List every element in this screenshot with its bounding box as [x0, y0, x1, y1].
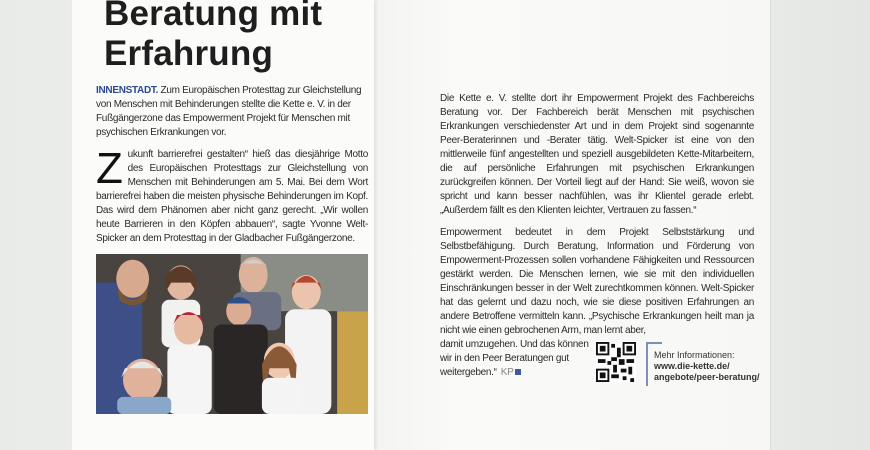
- end-mark-icon: [515, 369, 521, 375]
- left-column: [96, 84, 368, 414]
- article-body-4: [440, 338, 590, 380]
- article-body-2: Die Kette e. V. stellte dort ihr Empowerment Projekt des Fachbereichs Beratung vor. Der Fachbereich berät Menschen mit psychischen Erkrankungen verschiedenster Art und in dem Projekt sind sogenannte Peer-Beraterinnen und -Berater tätig. Welt-Spicker ist eine von den mittlerweile fünf angestellten und speziell ausgebildeten Kette-Mitarbeitern, die auf persönliche Erfahrungen mit psychischen Erkrankungen zurückgreifen können. Der Vorteil liegt auf der Hand: Sie weiß, wovon sie spricht und kann besser nachfühlen, was ihr Klientel gerade erlebt. „Außerdem fällt es den Klienten leichter, Vertrauen zu fassen.“: [440, 93, 754, 216]
- info-link-line-2[interactable]: angebote/peer-beratung/: [654, 372, 760, 382]
- article-body-1: [96, 144, 368, 246]
- article-body-3: Empowerment bedeutet in dem Projekt Selbststärkung und Selbstbefähigung. Durch Beratung, Information und Förderung von Empowerment-Prozessen sollen vorhandene Fähigkeiten und Ressourcen gestärkt werden. Die Menschen lernen, wie sie mit den individuellen Einschränkungen besser in der Welt zurechtkommen können. Welt-Spicker hat das gelernt und dazu noch, wie sie diese positiven Erfahrungen an andere Betroffene vermitteln kann. „Psychische Erkrankungen heilt man ja nicht wie einen gebrochenen Arm, man lernt aber,: [440, 227, 754, 336]
- body1-text: ukunft barrierefrei gestalten“ hieß das diesjährige Motto des Europäischen Protesttags zur Gleichstellung von Menschen mit Behinderungen am 5. Mai. Bei dem Wort barrierefrei haben die meisten physische Behinderungen im Kopf. Das wird dem Phänomen aber nicht ganz gerecht. „Wir wollen heute Barrieren in den Köpfen abbauen“, sagte Yvonne Welt-Spicker an dem Protesttag in der Gladbacher Fußgängerzone.: [96, 149, 368, 244]
- drop-cap: Z: [96, 144, 123, 193]
- body4-text: damit umzugehen. Und das können wir in den Peer Beratungen gut weitergeben.“: [440, 339, 589, 378]
- title-line-2: Erfahrung: [104, 34, 274, 73]
- more-info: [646, 342, 760, 386]
- info-label: Mehr Informationen:: [654, 350, 735, 360]
- article-title: [104, 0, 322, 74]
- article-intro: [96, 84, 368, 140]
- right-column: [440, 92, 760, 386]
- group-photo: [96, 254, 368, 414]
- author-initials: KP: [500, 367, 514, 378]
- info-link-line-1[interactable]: www.die-kette.de/: [654, 361, 730, 371]
- article-footer: [440, 338, 760, 386]
- intro-text: Zum Europäischen Protesttag zur Gleichstellung von Menschen mit Behinderungen stellte die Kette e. V. in der Fußgängerzone das Empowerment Projekt für Menschen mit psychischen Erkrankungen vor.: [96, 85, 362, 138]
- title-line-1: Beratung mit: [104, 0, 323, 33]
- more-info-text: [654, 350, 760, 383]
- qr-code-icon[interactable]: [596, 342, 636, 382]
- kicker: INNENSTADT.: [96, 85, 159, 96]
